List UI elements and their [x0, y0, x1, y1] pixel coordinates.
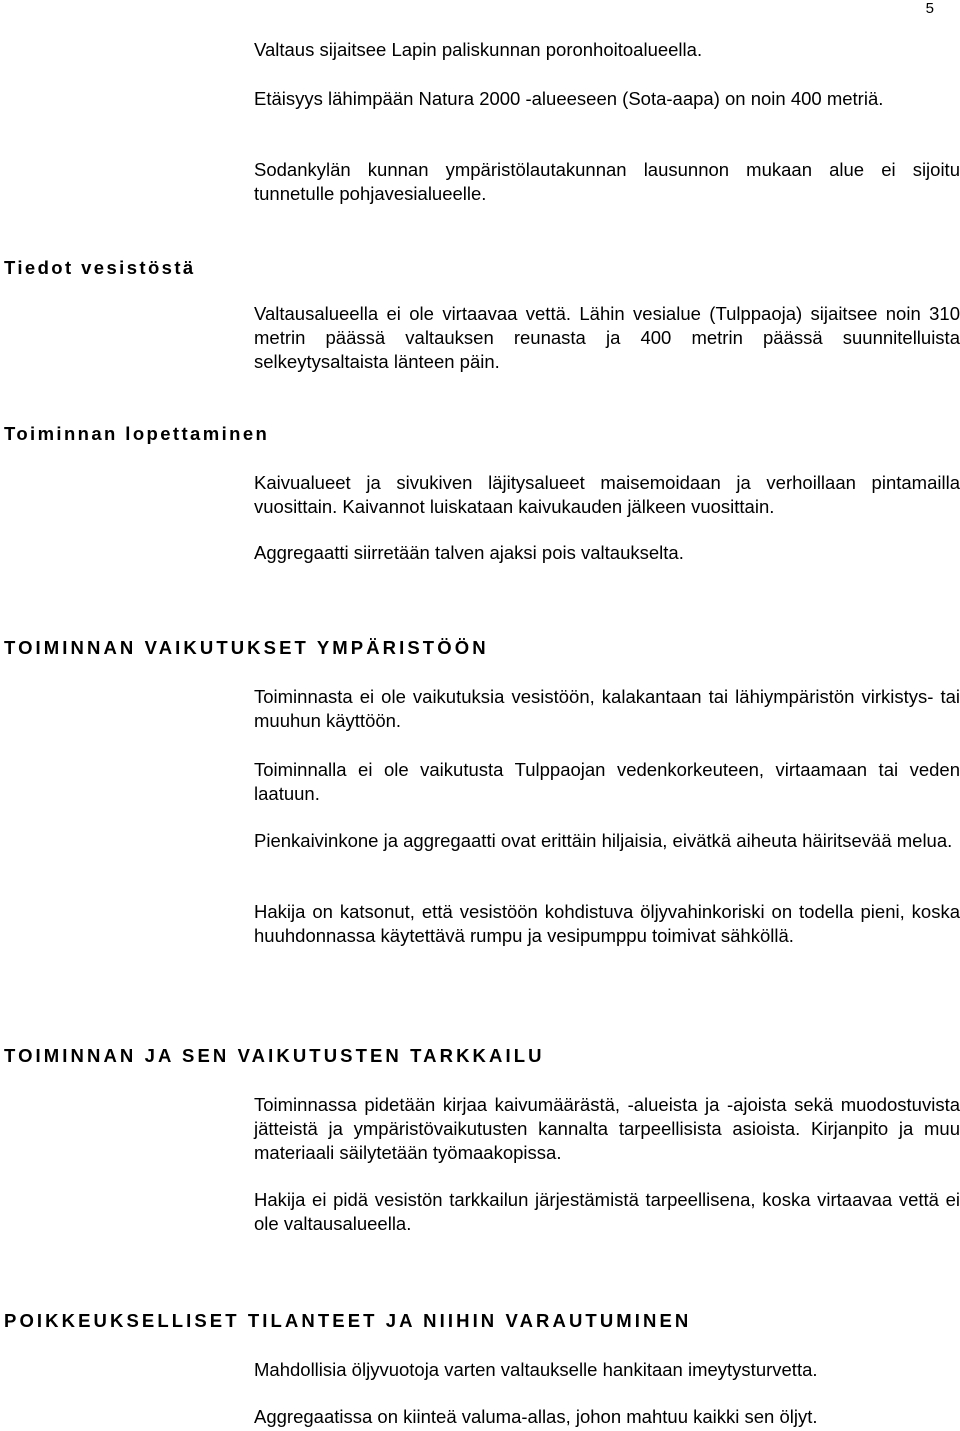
tiedot-vesistosta-paragraph-1: Valtausalueella ei ole virtaavaa vettä. Lähin vesialue (Tulppaoja) sijaitsee noin 310 metrin päässä valtauksen reunasta ja 400 metrin päässä suunnitelluista selkeytysaltaista länteen päin.	[254, 303, 960, 372]
section-heading-poikkeukselliset: POIKKEUKSELLISET TILANTEET JA NIIHIN VARAUTUMINEN	[4, 1310, 692, 1331]
tarkkailu-paragraph-1: Toiminnassa pidetään kirjaa kaivumäärästä, -alueista ja -ajoista sekä muodostuvista jätteistä ja ympäristövaikutusten kannalta tarpeellisista asioista. Kirjanpito ja muu materiaali säilytetään työmaakopissa.	[254, 1094, 960, 1163]
tarkkailu-paragraph-2: Hakija ei pidä vesistön tarkkailun järjestämistä tarpeellisena, koska virtaavaa vettä ei ole valtausalueella.	[254, 1189, 960, 1234]
poikkeukselliset-paragraph-1: Mahdollisia öljyvuotoja varten valtaukselle hankitaan imeytysturvetta.	[254, 1359, 818, 1380]
intro-paragraph-3: Sodankylän kunnan ympäristölautakunnan lausunnon mukaan alue ei sijoitu tunnetulle pohjavesialueelle.	[254, 159, 960, 204]
vaikutukset-paragraph-4: Hakija on katsonut, että vesistöön kohdistuva öljyvahinkoriski on todella pieni, koska huuhdonnassa käytettävä rumpu ja vesipumppu toimivat sähköllä.	[254, 901, 960, 946]
intro-paragraph-1: Valtaus sijaitsee Lapin paliskunnan poronhoitoalueella.	[254, 39, 703, 60]
section-heading-vaikutukset: TOIMINNAN VAIKUTUKSET YMPÄRISTÖÖN	[4, 637, 489, 658]
lopettaminen-paragraph-2: Aggregaatti siirretään talven ajaksi pois valtaukselta.	[254, 542, 684, 563]
intro-paragraph-2: Etäisyys lähimpään Natura 2000 -alueeseen (Sota-aapa) on noin 400 metriä.	[254, 88, 884, 109]
section-heading-tiedot-vesistosta: Tiedot vesistöstä	[4, 257, 196, 278]
page-number: 5	[925, 0, 934, 17]
vaikutukset-paragraph-3: Pienkaivinkone ja aggregaatti ovat erittäin hiljaisia, eivätkä aiheuta häiritsevää melua.	[254, 830, 953, 851]
section-heading-tarkkailu: TOIMINNAN JA SEN VAIKUTUSTEN TARKKAILU	[4, 1045, 545, 1066]
poikkeukselliset-paragraph-2: Aggregaatissa on kiinteä valuma-allas, johon mahtuu kaikki sen öljyt.	[254, 1406, 818, 1427]
lopettaminen-paragraph-1: Kaivualueet ja sivukiven läjitysalueet maisemoidaan ja verhoillaan pintamailla vuosittain. Kaivannot luiskataan kaivukauden jälkeen vuosittain.	[254, 472, 960, 517]
section-heading-toiminnan-lopettaminen: Toiminnan lopettaminen	[4, 423, 270, 444]
vaikutukset-paragraph-1: Toiminnasta ei ole vaikutuksia vesistöön, kalakantaan tai lähiympäristön virkistys- tai muuhun käyttöön.	[254, 686, 960, 731]
vaikutukset-paragraph-2: Toiminnalla ei ole vaikutusta Tulppaojan vedenkorkeuteen, virtaamaan tai veden laatuun.	[254, 759, 960, 804]
